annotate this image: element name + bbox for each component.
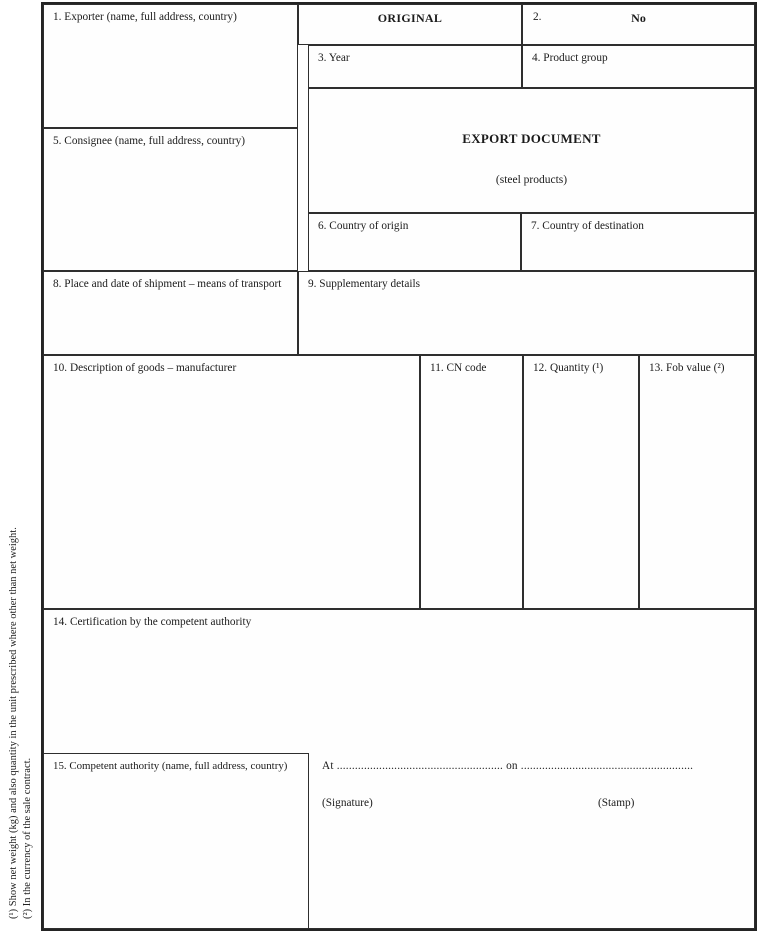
- footnotes: [7, 527, 35, 919]
- copy-type-label: ORIGINAL: [377, 11, 443, 25]
- field-7-country-of-destination: [521, 213, 755, 271]
- field-4-product-group-label: 4. Product group: [532, 52, 608, 64]
- footnote-1: (¹) Show net weight (kg) and also quantity in the unit prescribed where other than net weight.: [8, 527, 19, 919]
- field-6-country-of-origin-label: 6. Country of origin: [318, 220, 409, 232]
- document-title-box: [308, 88, 755, 213]
- at-on-line: At ....................................................... on .........................................................: [322, 760, 694, 772]
- field-10-description-of-goods: [43, 355, 420, 609]
- document-subtitle: (steel products): [495, 174, 568, 186]
- field-9-supplementary-details: [298, 271, 755, 355]
- field-2-number-label: 2.: [533, 11, 542, 23]
- field-13-fob-value: [639, 355, 755, 609]
- field-15-competent-authority-label: 15. Competent authority (name, full address, country): [53, 760, 288, 772]
- field-6-country-of-origin: [308, 213, 521, 271]
- field-14-certification-label: 14. Certification by the competent authority: [53, 616, 252, 628]
- field-8-shipment: [43, 271, 298, 355]
- field-1-exporter-label: 1. Exporter (name, full address, country): [53, 11, 237, 23]
- field-2-no-label: No: [631, 11, 646, 25]
- field-3-year-label: 3. Year: [318, 52, 350, 64]
- field-5-consignee-label: 5. Consignee (name, full address, country): [53, 135, 245, 147]
- field-5-consignee: [43, 128, 298, 271]
- field-13-fob-value-label: 13. Fob value (²): [649, 362, 725, 374]
- field-3-year: [308, 45, 522, 88]
- field-11-cn-code: [420, 355, 523, 609]
- field-12-quantity-label: 12. Quantity (¹): [533, 362, 604, 374]
- footnote-2: (²) In the currency of the sale contract.: [22, 757, 33, 919]
- field-11-cn-code-label: 11. CN code: [430, 362, 487, 374]
- field-2-number: [522, 4, 755, 45]
- field-9-supplementary-details-label: 9. Supplementary details: [308, 278, 421, 290]
- field-15-competent-authority: [43, 753, 309, 929]
- field-12-quantity: [523, 355, 639, 609]
- field-1-exporter: [43, 4, 298, 128]
- field-4-product-group: [522, 45, 755, 88]
- document-title: EXPORT DOCUMENT: [462, 131, 601, 146]
- copy-type-box: [298, 4, 522, 45]
- field-10-description-of-goods-label: 10. Description of goods – manufacturer: [53, 362, 237, 374]
- field-8-shipment-label: 8. Place and date of shipment – means of transport: [53, 278, 282, 290]
- field-7-country-of-destination-label: 7. Country of destination: [531, 220, 644, 232]
- certification-signing-area: [322, 753, 750, 929]
- signature-label: (Signature): [322, 797, 373, 809]
- stamp-label: (Stamp): [598, 797, 635, 809]
